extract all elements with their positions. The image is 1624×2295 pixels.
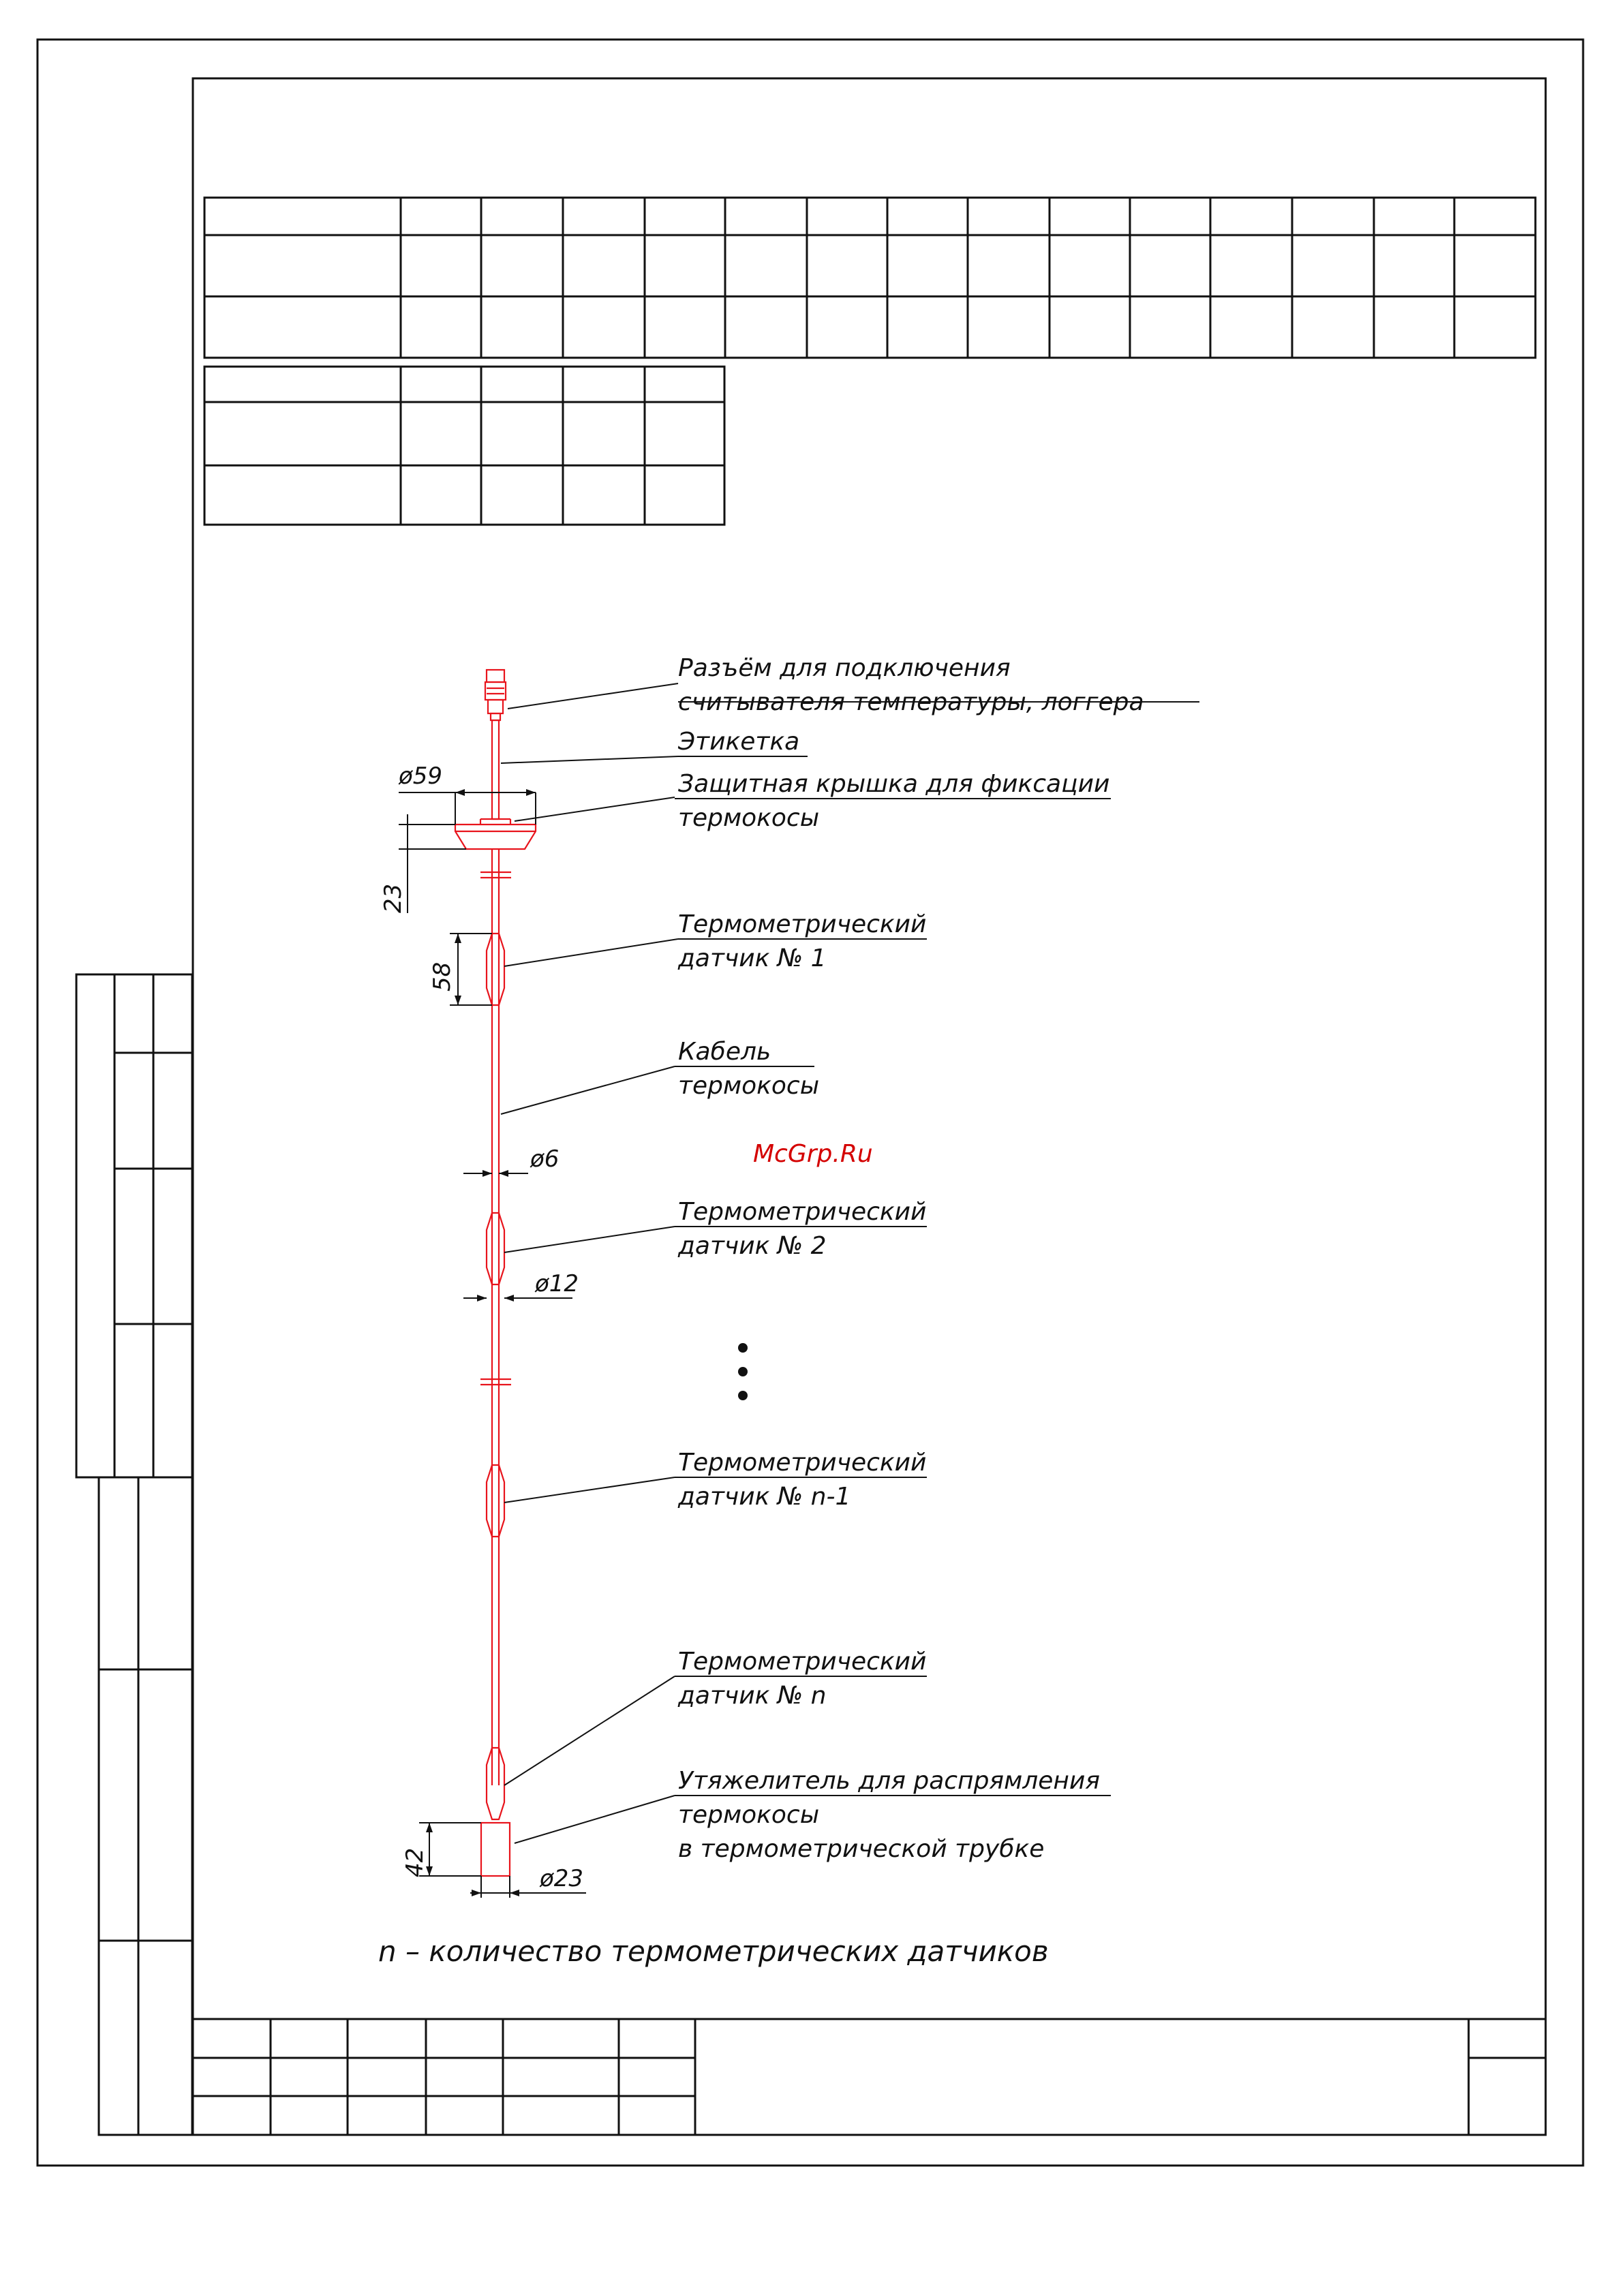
dim-cap-height: 23 xyxy=(380,883,407,913)
label-cable-line2: термокосы xyxy=(678,1072,820,1100)
sensor-2-part xyxy=(487,1213,504,1284)
tag-part xyxy=(492,720,499,819)
weight-part xyxy=(481,1823,510,1876)
break-mark-lower xyxy=(480,1379,511,1385)
label-sensor-n1-line1: Термометрический xyxy=(678,1449,927,1477)
sensor-n1-part xyxy=(487,1465,504,1537)
watermark: McGrp.Ru xyxy=(753,1140,873,1168)
left-side-stamp xyxy=(76,974,192,2135)
label-cap-line2: термокосы xyxy=(678,804,820,832)
label-sensor-n1-line2: датчик № n-1 xyxy=(678,1483,851,1511)
dim-cap-diameter: ø59 xyxy=(399,763,443,790)
dimension-arrows xyxy=(426,789,536,1896)
sensor-n-part xyxy=(487,1748,504,1819)
label-sensor-n-line2: датчик № n xyxy=(678,1682,827,1710)
label-tag: Этикетка xyxy=(678,728,800,756)
label-sensor-n-line1: Термометрический xyxy=(678,1648,927,1676)
label-sensor2-line2: датчик № 2 xyxy=(678,1232,827,1260)
top-table-2 xyxy=(204,367,724,525)
sensor-1-part xyxy=(487,934,504,1005)
dim-sensor-length: 58 xyxy=(429,961,456,991)
ellipsis-dots xyxy=(738,1343,748,1400)
label-connector-line2: считывателя температуры, логгера xyxy=(678,688,1144,716)
top-table-1 xyxy=(204,198,1535,358)
label-weight-line1: Утяжелитель для распрямления xyxy=(678,1767,1100,1795)
title-block xyxy=(193,2019,1546,2135)
label-sensor1-line2: датчик № 1 xyxy=(678,944,827,972)
dim-weight-height: 42 xyxy=(401,1847,429,1877)
dim-sensor-diameter: ø12 xyxy=(535,1270,579,1297)
thermal-string-drawing xyxy=(455,670,536,1876)
connector-part xyxy=(485,670,506,720)
label-cable-line1: Кабель xyxy=(678,1038,771,1066)
label-weight-line2: термокосы xyxy=(678,1801,820,1829)
break-mark-upper xyxy=(480,872,511,878)
dim-weight-diameter: ø23 xyxy=(540,1865,584,1892)
label-cap-line1: Защитная крышка для фиксации xyxy=(678,770,1110,798)
label-weight-line3: в термометрической трубке xyxy=(678,1835,1045,1863)
label-sensor2-line1: Термометрический xyxy=(678,1198,927,1226)
label-connector-line1: Разъём для подключения xyxy=(678,654,1011,682)
inner-frame xyxy=(193,78,1546,2135)
cap-part xyxy=(455,819,536,849)
dim-cable-diameter: ø6 xyxy=(530,1145,560,1173)
footnote: n – количество термометрических датчиков xyxy=(378,1935,1049,1968)
label-sensor1-line1: Термометрический xyxy=(678,910,927,938)
